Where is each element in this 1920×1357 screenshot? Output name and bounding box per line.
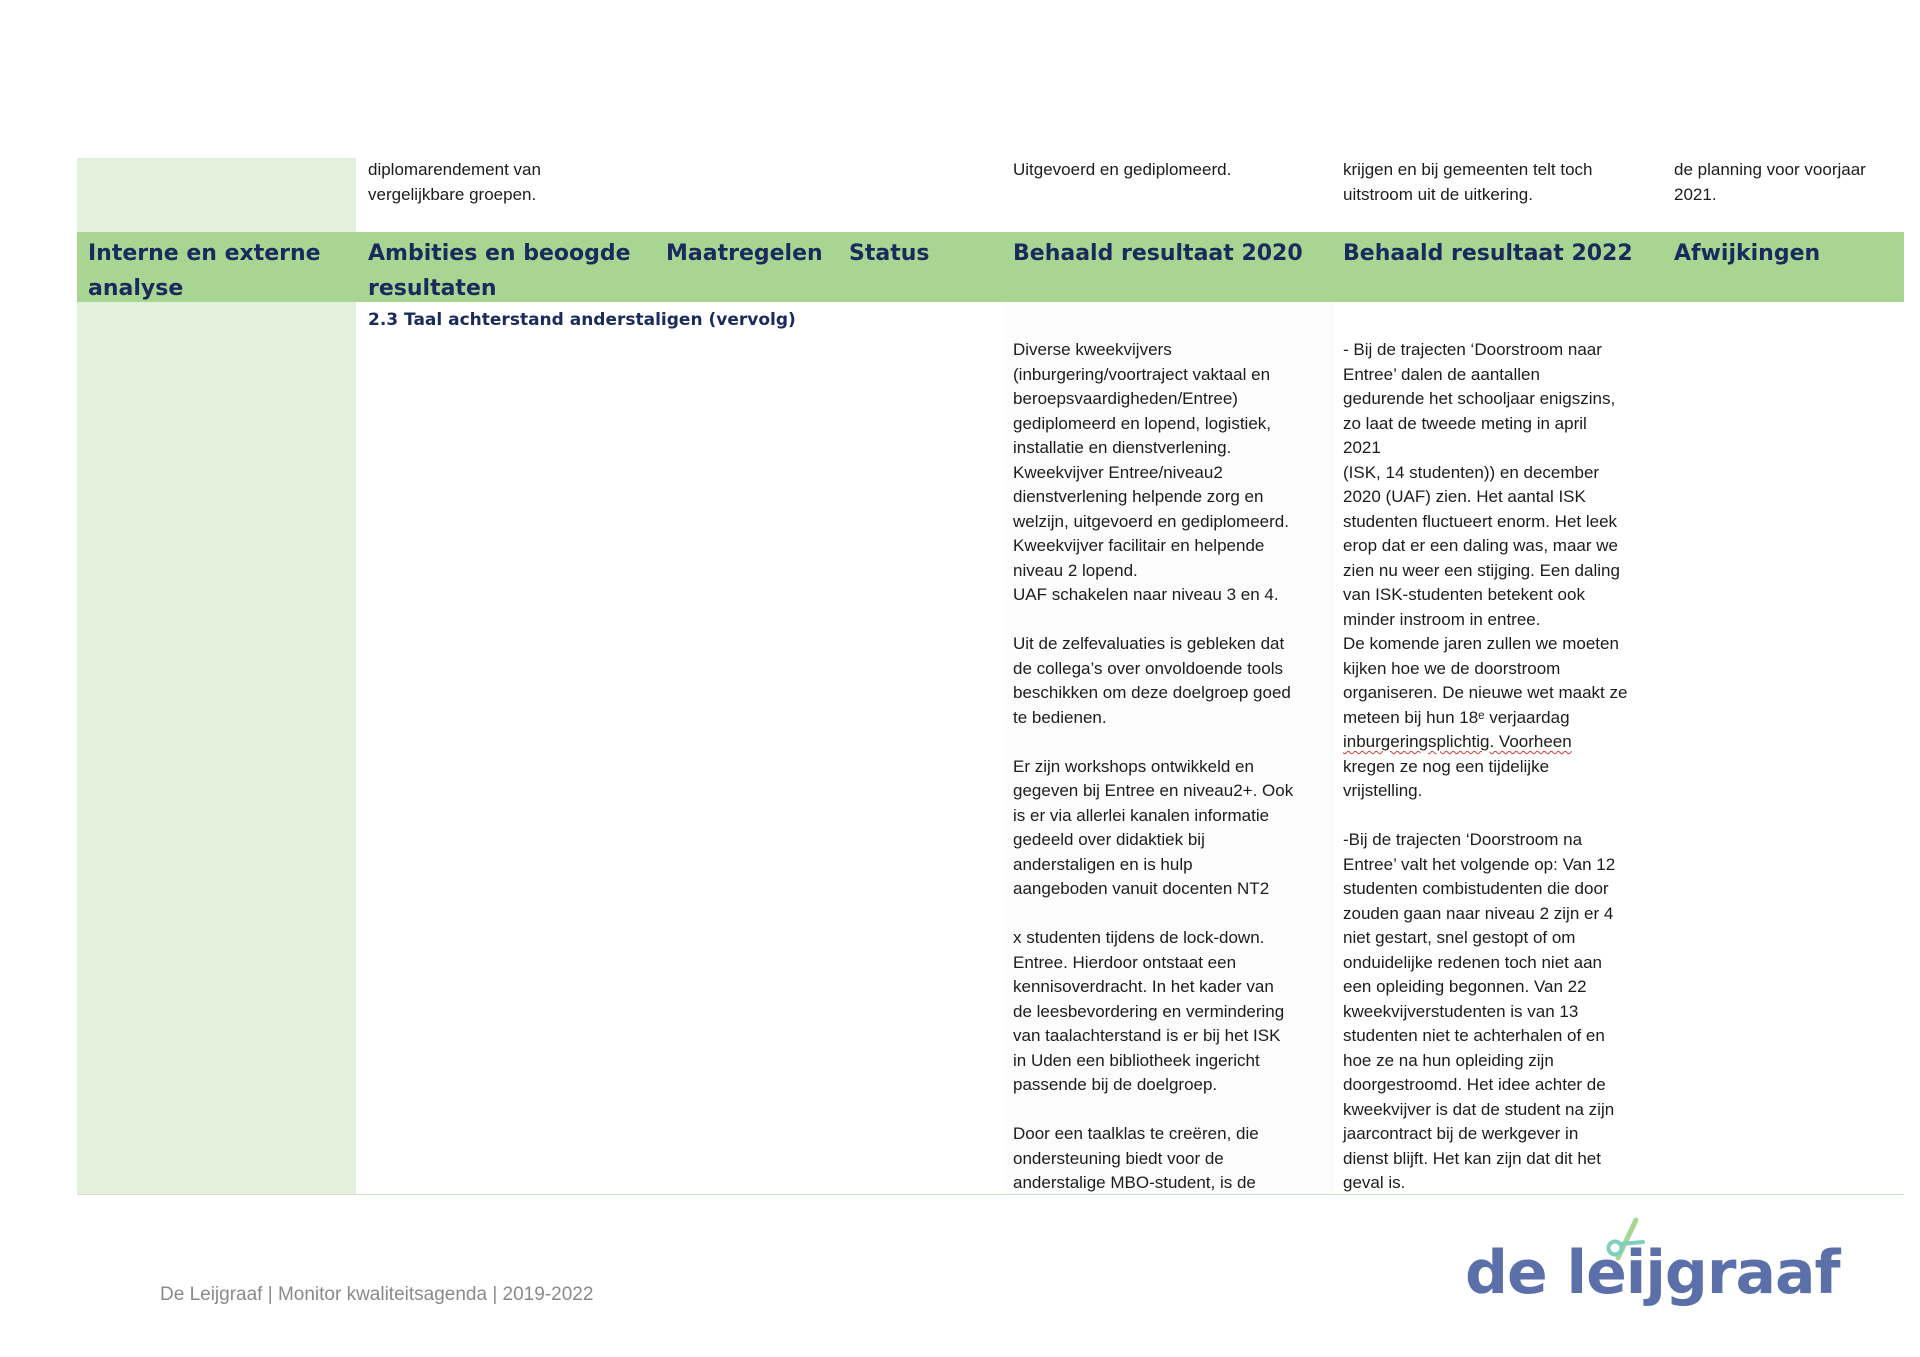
text-line: zouden gaan naar niveau 2 zijn er 4 <box>1343 903 1614 923</box>
text-line: Door een taalklas te creëren, die <box>1013 1124 1259 1143</box>
cell-line: Uitgevoerd en gediplomeerd. <box>1013 160 1232 179</box>
cell-line: de planning voor voorjaar <box>1674 160 1866 179</box>
text-line: installatie en dienstverlening. <box>1013 438 1232 457</box>
text-line: is er via allerlei kanalen informatie <box>1013 805 1270 825</box>
text-line: te bedienen. <box>1013 707 1107 727</box>
text-line: zien nu weer een stijging. Een daling <box>1343 560 1620 580</box>
header-line: resultaten <box>368 276 497 301</box>
text-line: gediplomeerd en lopend, logistiek, <box>1013 413 1272 433</box>
text-line: gedurende het schooljaar enigszins, <box>1343 389 1616 408</box>
footer-text: De Leijgraaf | Monitor kwaliteitsagenda | 2019-2022 <box>160 1284 594 1305</box>
text-line: vrijstelling. <box>1343 781 1423 800</box>
header-line: Interne en externe <box>88 241 321 266</box>
header-line: Ambities en beoogde <box>368 241 631 266</box>
deviations-cell <box>1674 158 1866 207</box>
text-line: onduidelijke redenen toch niet aan <box>1343 952 1602 972</box>
text-line: De komende jaren zullen we moeten <box>1343 634 1619 653</box>
paragraph <box>1013 338 1293 608</box>
result-2020-cell <box>1013 158 1231 183</box>
text-line: gegeven bij Entree en niveau2+. Ook <box>1013 781 1294 800</box>
logo-wordmark: de leijgraaf <box>1465 1238 1840 1308</box>
paragraph <box>1013 755 1293 902</box>
text-line: UAF schakelen naar niveau 3 en 4. <box>1013 585 1279 604</box>
text-line: (inburgering/voortraject vaktaal en <box>1013 364 1271 384</box>
text-line: minder instroom in entree. <box>1343 609 1541 629</box>
text-line: de collega’s over onvoldoende tools <box>1013 658 1283 678</box>
text-line: Kweekvijver Entree/niveau2 <box>1013 462 1223 482</box>
text-line: van taalachterstand is er bij het ISK <box>1013 1026 1281 1045</box>
result-2020-cell <box>1013 338 1293 1196</box>
text-line: kweekvijver is dat de student na zijn <box>1343 1099 1615 1119</box>
text-line: anderstalige MBO-student, is de <box>1013 1173 1256 1192</box>
paragraph <box>1013 926 1293 1098</box>
ambitions-cell <box>368 158 541 207</box>
text-line: studenten niet te achterhalen of en <box>1343 1026 1605 1045</box>
spellcheck-flagged-line: inburgeringsplichtig. Voorheen <box>1343 732 1572 751</box>
header-analysis <box>88 236 321 306</box>
header-status: Status <box>849 241 930 266</box>
text-line: dienst blijft. Het kan zijn dat dit het <box>1343 1148 1601 1168</box>
text-line: doorgestroomd. Het idee achter de <box>1343 1075 1606 1094</box>
text-line: - Bij de trajecten ‘Doorstroom naar <box>1343 340 1602 359</box>
text-line: welzijn, uitgevoerd en gediplomeerd. <box>1013 511 1289 531</box>
header-deviations: Afwijkingen <box>1674 241 1821 266</box>
cell-line: vergelijkbare groepen. <box>368 184 537 204</box>
text-line: dienstverlening helpende zorg en <box>1013 487 1264 506</box>
header-result-2022: Behaald resultaat 2022 <box>1343 241 1633 266</box>
text-line: organiseren. De nieuwe wet maakt ze <box>1343 683 1628 702</box>
text-line: beroepsvaardigheden/Entree) <box>1013 389 1238 408</box>
text-line: passende bij de doelgroep. <box>1013 1075 1218 1094</box>
text-line: kennisoverdracht. In het kader van <box>1013 977 1274 996</box>
paragraph <box>1343 828 1627 1196</box>
text-line: anderstaligen en is hulp <box>1013 854 1193 874</box>
text-line: (ISK, 14 studenten)) en december <box>1343 462 1600 482</box>
text-line: de leesbevordering en vermindering <box>1013 1001 1285 1021</box>
text-line: hoe ze na hun opleiding zijn <box>1343 1050 1554 1070</box>
text-line: niveau 2 lopend. <box>1013 560 1138 580</box>
table-bottom-border <box>77 1194 1904 1195</box>
text-line: Entree. Hierdoor ontstaat een <box>1013 952 1237 972</box>
text-line: kregen ze nog een tijdelijke <box>1343 756 1550 776</box>
text-line: ondersteuning biedt voor de <box>1013 1148 1224 1168</box>
header-ambitions <box>368 236 631 306</box>
text-line: 2021 <box>1343 438 1381 457</box>
text-line: Entree’ dalen de aantallen <box>1343 364 1540 384</box>
paragraph <box>1013 632 1293 730</box>
header-measures: Maatregelen <box>666 241 823 266</box>
text-line: zo laat de tweede meting in april <box>1343 413 1587 433</box>
text-line: 2020 (UAF) zien. Het aantal ISK <box>1343 487 1586 506</box>
analysis-cell <box>77 302 356 1194</box>
header-result-2020: Behaald resultaat 2020 <box>1013 241 1303 266</box>
text-line: studenten fluctueert enorm. Het leek <box>1343 511 1618 531</box>
text-line: niet gestart, snel gestopt of om <box>1343 928 1576 947</box>
text-line: meteen bij hun 18ᵉ verjaardag <box>1343 707 1570 727</box>
text-line: Entree’ valt het volgende op: Van 12 <box>1343 854 1616 874</box>
cell-line: diplomarendement van <box>368 160 541 179</box>
text-line: Kweekvijver facilitair en helpende <box>1013 536 1265 555</box>
text-line: aangeboden vanuit docenten NT2 <box>1013 879 1270 898</box>
continued-table-row <box>77 158 1904 232</box>
text-line: jaarcontract bij de werkgever in <box>1343 1124 1579 1143</box>
paragraph <box>1343 338 1627 804</box>
text-line: -Bij de trajecten ‘Doorstroom na <box>1343 830 1583 849</box>
text-line: erop dat er een daling was, maar we <box>1343 536 1618 555</box>
text-line: een opleiding begonnen. Van 22 <box>1343 977 1587 996</box>
text-line: Uit de zelfevaluaties is gebleken dat <box>1013 634 1285 653</box>
text-line: kweekvijverstudenten is van 13 <box>1343 1001 1579 1021</box>
text-line: x studenten tijdens de lock-down. <box>1013 928 1265 947</box>
cell-line: uitstroom uit de uitkering. <box>1343 184 1533 204</box>
cell-line: krijgen en bij gemeenten telt toch <box>1343 160 1593 179</box>
result-2022-cell <box>1343 338 1627 1196</box>
text-line: in Uden een bibliotheek ingericht <box>1013 1050 1260 1070</box>
text-line: geval is. <box>1343 1173 1406 1192</box>
table-body-row <box>77 302 1904 1194</box>
header-line: analyse <box>88 276 184 301</box>
text-line: Er zijn workshops ontwikkeld en <box>1013 756 1254 776</box>
text-line: van ISK-studenten betekent ook <box>1343 585 1585 604</box>
result-2022-cell <box>1343 158 1593 207</box>
text-line: studenten combistudenten die door <box>1343 879 1609 898</box>
cell-line: 2021. <box>1674 184 1717 204</box>
text-line: kijken hoe we de doorstroom <box>1343 658 1561 678</box>
paragraph <box>1013 1122 1293 1196</box>
de-leijgraaf-logo <box>1465 1212 1840 1317</box>
table-header-row <box>77 232 1904 302</box>
text-line: gedeeld over didaktiek bij <box>1013 830 1205 849</box>
text-line: beschikken om deze doelgroep goed <box>1013 683 1291 702</box>
analysis-cell <box>77 158 356 232</box>
section-title: 2.3 Taal achterstand anderstaligen (vervolg) <box>368 310 796 330</box>
text-line: Diverse kweekvijvers <box>1013 340 1172 359</box>
